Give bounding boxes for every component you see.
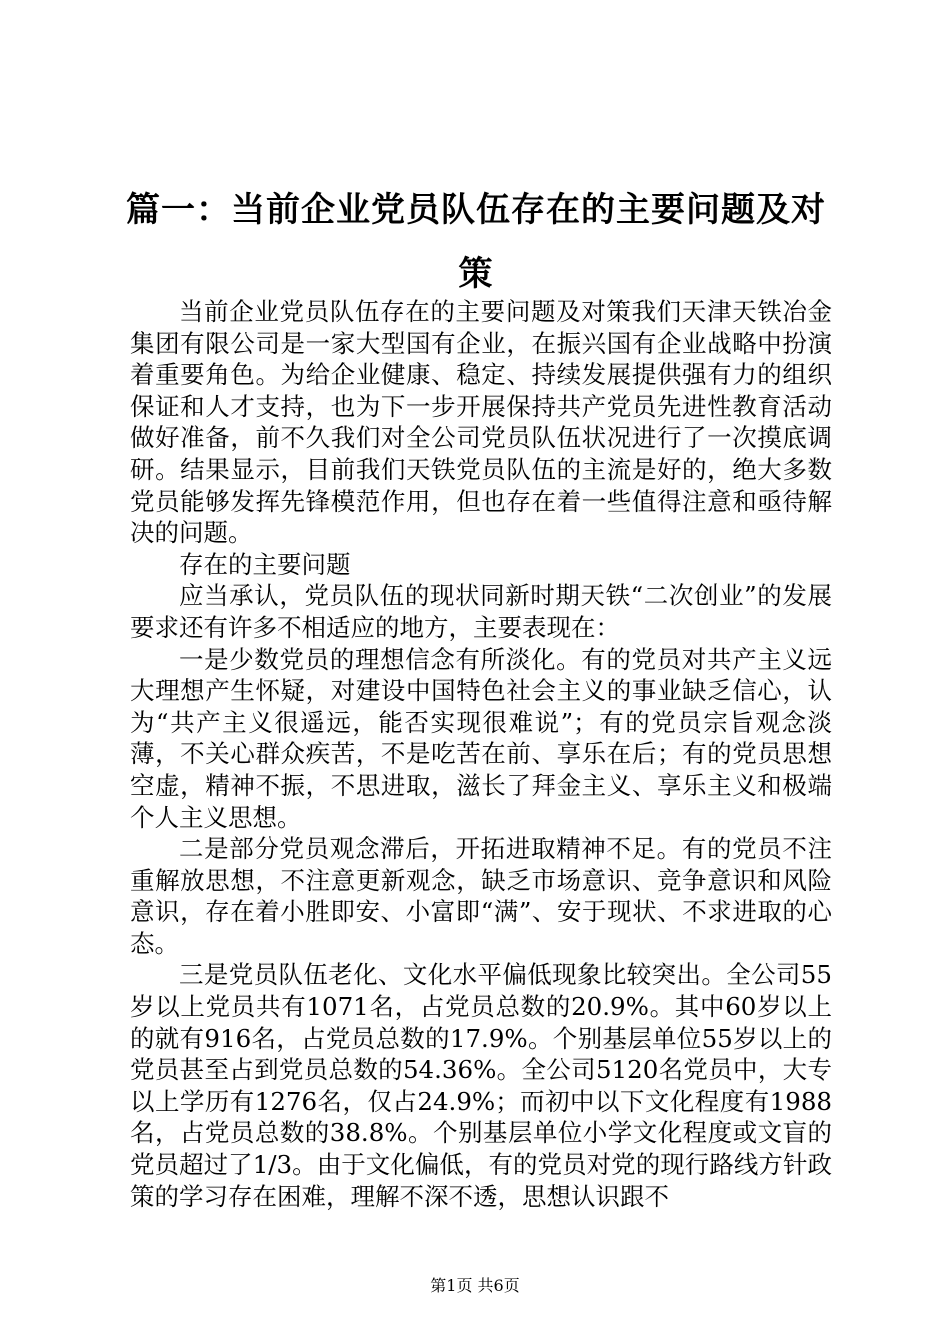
- document-body: [130, 296, 832, 1212]
- paragraph-point-one: 一是少数党员的理想信念有所淡化。有的党员对共产主义远大理想产生怀疑，对建设中国特色社会主义的事业缺乏信心，认为“共产主义很遥远，能否实现很难说”；有的党员宗旨观念淡薄，不关心群众疾苦，不是吃苦在前、享乐在后；有的党员思想空虚，精神不振，不思进取，滋长了拜金主义、享乐主义和极端个人主义思想。: [130, 644, 832, 832]
- paragraph-acknowledge: 应当承认，党员队伍的现状同新时期天铁“二次创业”的发展要求还有许多不相适应的地方，主要表现在：: [130, 581, 832, 642]
- paragraph-intro: 当前企业党员队伍存在的主要问题及对策我们天津天铁冶金集团有限公司是一家大型国有企业，在振兴国有企业战略中扮演着重要角色。为给企业健康、稳定、持续发展提供强有力的组织保证和人才支持，也为下一步开展保持共产党员先进性教育活动做好准备，前不久我们对全公司党员队伍状况进行了一次摸底调研。结果显示，目前我们天铁党员队伍的主流是好的，绝大多数党员能够发挥先锋模范作用，但也存在着一些值得注意和亟待解决的问题。: [130, 297, 832, 548]
- paragraph-point-two: 二是部分党员观念滞后，开拓进取精神不足。有的党员不注重解放思想，不注意更新观念，缺乏市场意识、竞争意识和风险意识，存在着小胜即安、小富即“满”、安于现状、不求进取的心态。: [130, 834, 832, 958]
- section-heading: 存在的主要问题: [179, 549, 351, 579]
- paragraph-point-three: 三是党员队伍老化、文化水平偏低现象比较突出。全公司55岁以上党员共有1071名，占党员总数的20.9%。其中60岁以上的就有916名，占党员总数的17.9%。个别基层单位55岁以上的党员甚至占到党员总数的54.36%。全公司5120名党员中，大专以上学历有1276名，仅占24.9%；而初中以下文化程度有1988名，占党员总数的38.8%。个别基层单位小学文化程度或文盲的党员超过了1/3。由于文化偏低，有的党员对党的现行路线方针政策的学习存在困难，理解不深不透，思想认识跟不: [130, 960, 832, 1211]
- document-title: 篇一：当前企业党员队伍存在的主要问题及对策: [126, 190, 826, 294]
- page-footer: 第1页 共6页: [430, 1276, 520, 1295]
